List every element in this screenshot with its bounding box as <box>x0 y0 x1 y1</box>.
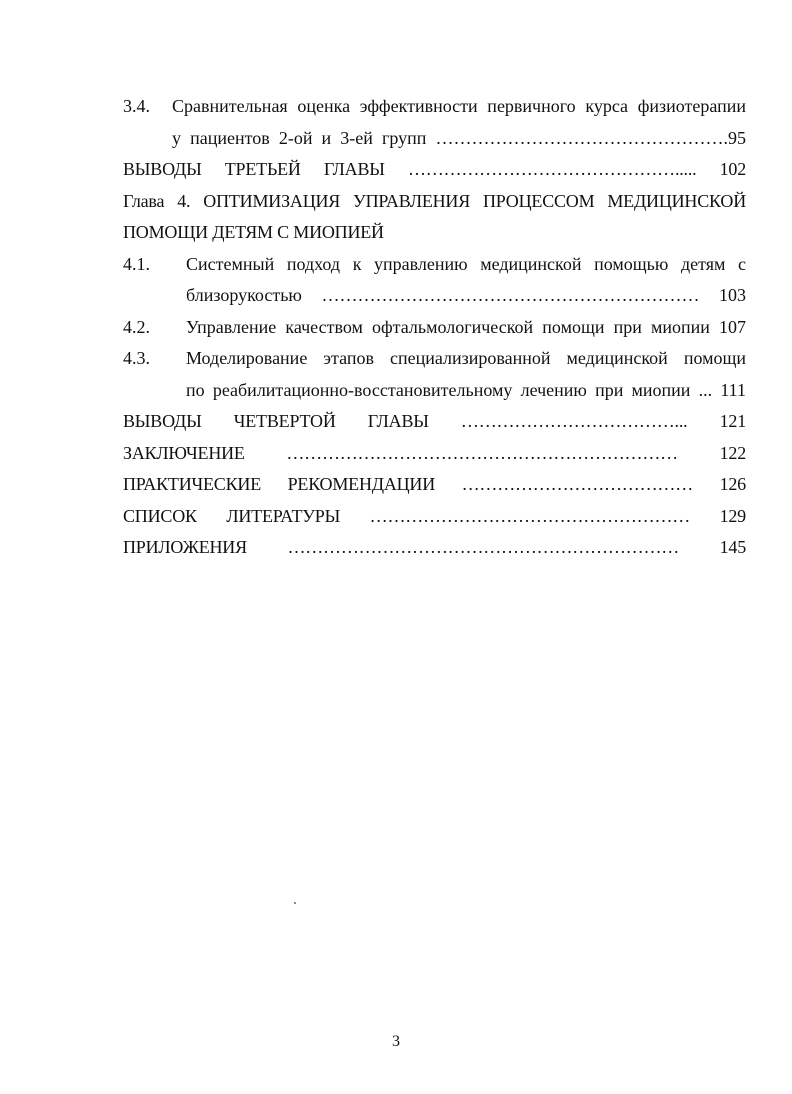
toc-entry-title: по реабилитационно-восстановительному лечению при миопии ... 111 <box>186 379 746 400</box>
toc-entry-chapter4-heading-continued <box>123 217 746 249</box>
toc-entry-title: Моделирование этапов специализированной медицинской помощи <box>186 348 746 368</box>
toc-entry-chapter4-conclusions <box>123 406 746 438</box>
toc-entry-4-1 <box>123 249 746 281</box>
toc-entry-number: 3.4. <box>123 96 150 116</box>
toc-entry-title: ПОМОЩИ ДЕТЯМ С МИОПИЕЙ <box>123 222 384 242</box>
toc-entry-title: ВЫВОДЫ ЧЕТВЕРТОЙ ГЛАВЫ ………………………………... 121 <box>123 411 746 431</box>
toc-entry-4-1-continued <box>123 280 746 312</box>
toc-entry-title: ПРАКТИЧЕСКИЕ РЕКОМЕНДАЦИИ ………………………………… 126 <box>123 474 746 494</box>
toc-entry-title: ПРИЛОЖЕНИЯ ………………………………………………………… 145 <box>123 537 746 557</box>
toc-entry-title: Глава 4. ОПТИМИЗАЦИЯ УПРАВЛЕНИЯ ПРОЦЕССОМ МЕДИЦИНСКОЙ <box>123 190 746 211</box>
toc-entry-recommendations <box>123 469 746 501</box>
toc-entry-title: у пациентов 2-ой и 3-ей групп ………………………………………….95 <box>172 127 746 148</box>
toc-entry-3-4 <box>123 91 746 123</box>
toc-entry-conclusion <box>123 438 746 470</box>
toc-entry-4-3 <box>123 343 746 375</box>
toc-entry-number: 4.3. <box>123 348 150 368</box>
toc-entry-title: ЗАКЛЮЧЕНИЕ ………………………………………………………… 122 <box>123 442 746 463</box>
toc-entry-title: ВЫВОДЫ ТРЕТЬЕЙ ГЛАВЫ ………………………………………..... 102 <box>123 159 746 179</box>
toc-entry-title: СПИСОК ЛИТЕРАТУРЫ ……………………………………………… 129 <box>123 505 746 526</box>
toc-entry-chapter3-conclusions <box>123 154 746 186</box>
toc-entry-chapter4-heading <box>123 186 746 218</box>
page-number: 3 <box>392 1033 400 1050</box>
toc-entry-number: 4.2. <box>123 316 150 337</box>
table-of-contents <box>123 91 746 564</box>
toc-entry-4-2 <box>123 312 746 344</box>
scan-speck <box>294 902 296 904</box>
toc-entry-title: близорукостью ……………………………………………………… 103 <box>186 285 746 305</box>
toc-entry-4-3-continued <box>123 375 746 407</box>
toc-entry-title: Управление качеством офтальмологической помощи при миопии 107 <box>186 316 746 337</box>
toc-entry-3-4-continued <box>123 123 746 155</box>
toc-entry-number: 4.1. <box>123 253 150 274</box>
toc-entry-title: Сравнительная оценка эффективности первичного курса физиотерапии <box>172 96 746 116</box>
toc-entry-references <box>123 501 746 533</box>
toc-entry-title: Системный подход к управлению медицинской помощью детям с <box>186 253 746 274</box>
toc-entry-appendices <box>123 532 746 564</box>
